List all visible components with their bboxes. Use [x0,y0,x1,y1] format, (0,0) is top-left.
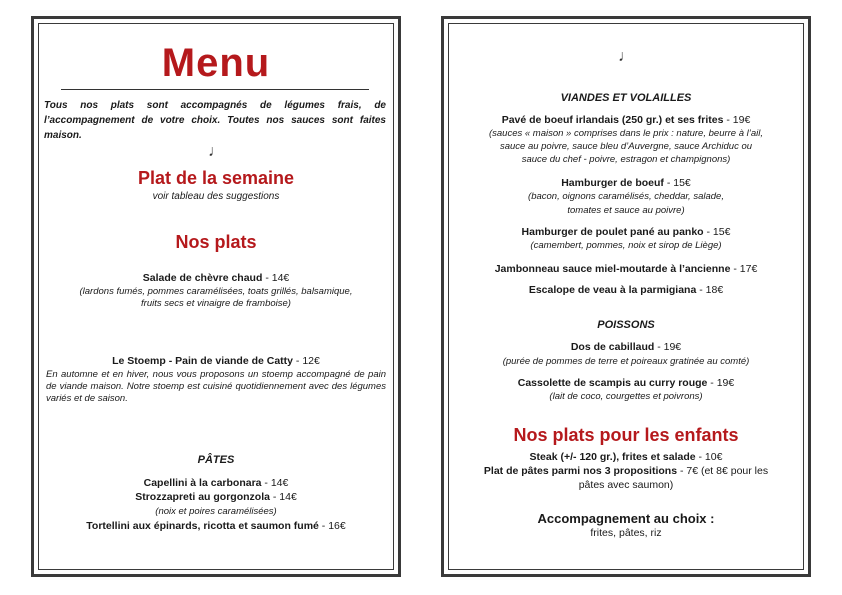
steak-price: - 10€ [695,451,723,463]
enfants-heading: Nos plats pour les enfants [513,425,739,445]
capellini-item [34,476,398,490]
escalope-price: - 18€ [696,284,724,296]
scampis-name: Cassolette de scampis au curry rouge [517,377,708,389]
strozzapreti-item [34,490,398,504]
accompagnement-heading: Accompagnement au choix : [537,511,715,526]
capellini-price: - 14€ [261,477,289,489]
menu-title: Menu [161,41,271,85]
nos-plats-heading: Nos plats [175,232,257,252]
pates-enfants-price: - 7€ (et 8€ pour les [677,465,769,477]
ornament-icon: ♩ [618,48,634,65]
strozzapreti-price: - 14€ [269,491,297,503]
menu-page-left [31,16,401,577]
burger-price: - 15€ [663,177,691,189]
salade-item [34,271,398,285]
cabillaud-price: - 19€ [654,341,682,353]
salade-name: Salade de chèvre chaud [142,272,266,284]
pates-enfants-item [444,464,808,478]
pave-note-3: sauce du chef - poivre, estragon et champignons) [521,154,731,165]
cabillaud-note: (purée de pommes de terre et poireaux gratinée au comté) [502,356,750,367]
strozzapreti-note: (noix et poires caramélisées) [155,506,277,517]
capellini-name: Capellini à la carbonara [143,477,262,489]
poulet-note: (camembert, pommes, noix et sirop de Liège) [530,240,722,251]
salade-price: - 14€ [265,272,290,284]
poulet-name: Hamburger de poulet pané au panko [521,226,704,238]
poulet-price: - 15€ [703,226,731,238]
burger-note-1: (bacon, oignons caramélisés, cheddar, salade, [528,191,724,202]
ornament-icon: ♩ [208,143,224,160]
pates-heading: PÂTES [197,454,235,466]
stoemp-name: Le Stoemp - Pain de viande de Catty [112,355,293,367]
tortellini-price: - 16€ [318,520,346,532]
pave-name: Pavé de boeuf irlandais (250 gr.) et ses frites [501,114,724,126]
stoemp-price: - 12€ [293,355,320,367]
burger-note-2: tomates et sauce au poivre) [567,205,685,216]
scampis-price: - 19€ [707,377,735,389]
poissons-heading: POISSONS [597,319,655,331]
pave-item [444,113,808,127]
menu-intro: Tous nos plats sont accompagnés de légumes frais, de l’accompagnement de votre choix. Toutes nos sauces sont faites maison. [44,100,386,141]
pave-note-2: sauce au poivre, sauce bleu d’Auvergne, sauce Archiduc ou [499,141,753,152]
menu-page-right [441,16,811,577]
title-rule [61,89,369,90]
salade-note-2: fruits secs et vinaigre de framboise) [141,298,291,309]
jambonneau-price: - 17€ [730,263,758,275]
pates-enfants-name: Plat de pâtes parmi nos 3 propositions [483,465,678,477]
stoemp-item [34,354,398,368]
poulet-item [444,225,808,239]
strozzapreti-name: Strozzapreti au gorgonzola [135,491,270,503]
plat-semaine-sub: voir tableau des suggestions [152,191,280,202]
escalope-name: Escalope de veau à la parmigiana [528,284,697,296]
steak-item [444,450,808,464]
tortellini-name: Tortellini aux épinards, ricotta et saumon fumé [86,520,319,532]
viandes-heading: VIANDES ET VOLAILLES [560,92,692,104]
accompagnement-items: frites, pâtes, riz [590,527,662,539]
steak-name: Steak (+/- 120 gr.), frites et salade [529,451,696,463]
jambonneau-name: Jambonneau sauce miel-moutarde à l’ancienne [494,263,731,275]
jambonneau-item [444,262,808,276]
tortellini-item [34,519,398,533]
burger-item [444,176,808,190]
burger-name: Hamburger de boeuf [561,177,664,189]
stoemp-desc: En automne et en hiver, nous vous proposons un stoemp accompagné de pain de viande maison. Notre stoemp est cuisiné quotidiennement avec des légumes variés et de saison. [46,369,386,404]
cabillaud-item [444,340,808,354]
plat-semaine-heading: Plat de la semaine [137,168,295,188]
scampis-note: (lait de coco, courgettes et poivrons) [549,391,703,402]
cabillaud-name: Dos de cabillaud [570,341,655,353]
pave-note-1: (sauces « maison » comprises dans le prix : nature, beurre à l’ail, [488,128,764,139]
pates-enfants-line2: pâtes avec saumon) [578,479,674,491]
scampis-item [444,376,808,390]
escalope-item [444,283,808,297]
salade-note-1: (lardons fumés, pommes caramélisées, toats grillés, balsamique, [79,286,353,297]
pave-price: - 19€ [723,114,751,126]
